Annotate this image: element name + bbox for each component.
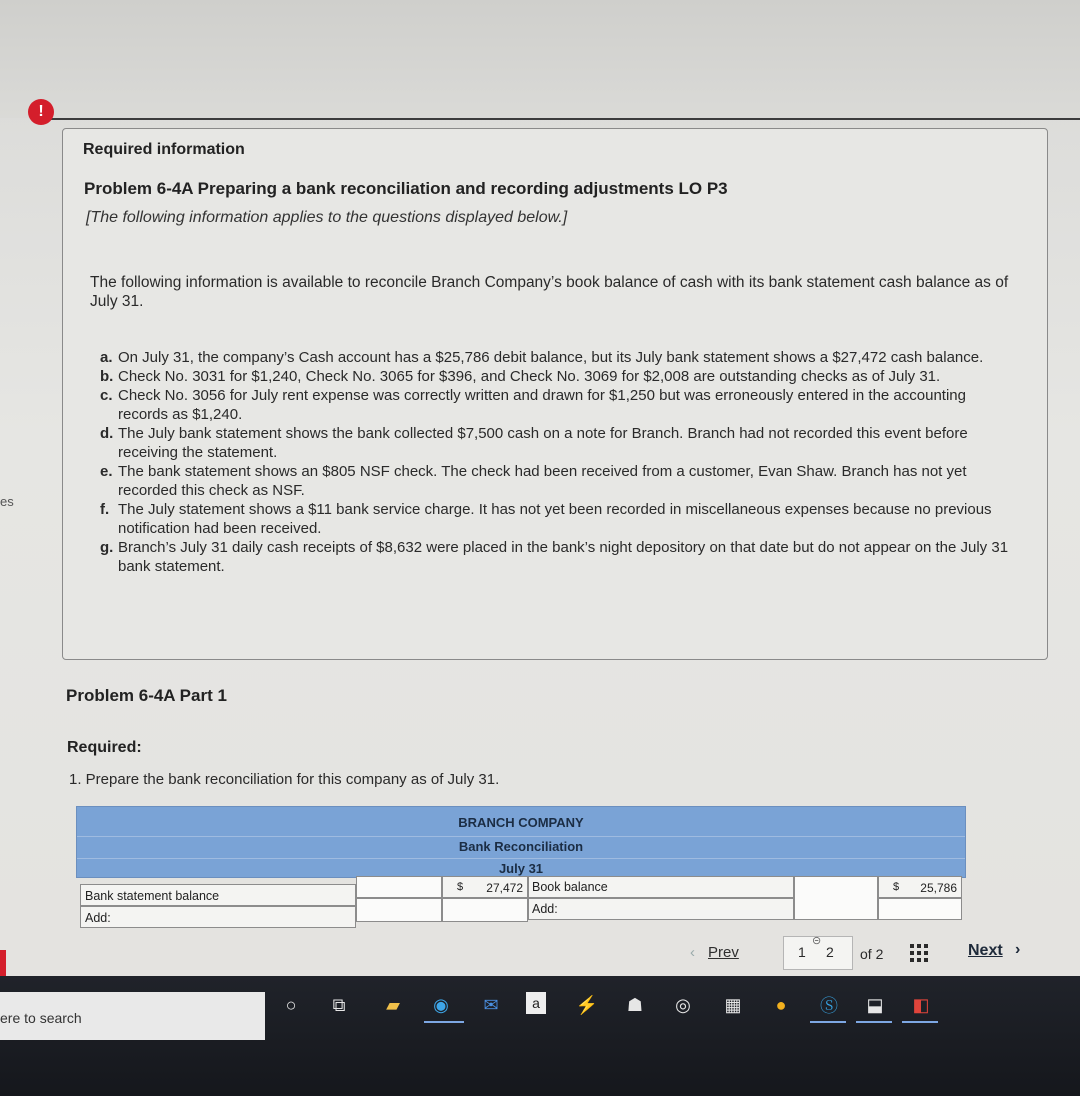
side-label: es: [0, 494, 14, 509]
list-item: b. Check No. 3031 for $1,240, Check No. 3065 for $396, and Check No. 3069 for $2,008 are outstanding checks as of July 31.: [100, 368, 941, 385]
reconciliation-date: July 31: [498, 861, 544, 876]
chevron-right-icon: ›: [1015, 941, 1021, 958]
prev-button[interactable]: Prev: [708, 944, 739, 961]
book-entry-input[interactable]: [794, 876, 878, 920]
next-button[interactable]: Next: [968, 942, 1003, 959]
required-information-heading: Required information: [83, 141, 245, 158]
list-item: a. On July 31, the company’s Cash account has a $25,786 debit balance, but its July bank statement shows a $27,472 cash balance.: [100, 349, 984, 366]
required-label: Required:: [67, 739, 142, 756]
list-item: g. Branch’s July 31 daily cash receipts of $8,632 were placed in the bank’s night depository on that date but do not appear on the July 31 bank statement.: [100, 539, 1009, 575]
header-divider: [77, 836, 965, 837]
cortana-circle-icon[interactable]: ○: [285, 994, 297, 1015]
book-balance-label: Book balance: [528, 876, 794, 898]
grid-icon[interactable]: [910, 944, 928, 962]
header-divider: [77, 858, 965, 859]
active-indicator: [856, 1021, 892, 1023]
amazon-icon[interactable]: a: [526, 992, 546, 1014]
bank-reconciliation-table: [76, 806, 966, 925]
list-item: e. The bank statement shows an $805 NSF check. The check had been received from a customer, Evan Shaw. Branch has not yet recorded this check as NSF.: [100, 463, 967, 499]
active-indicator: [902, 1021, 938, 1023]
book-add-total-input[interactable]: [878, 898, 962, 920]
page-1-button[interactable]: 1: [798, 944, 806, 960]
calculator-icon[interactable]: ▦: [724, 994, 742, 1015]
info-note: [The following information applies to the questions displayed below.]: [86, 209, 568, 226]
security-icon[interactable]: ☗: [626, 994, 644, 1015]
list-item: f. The July statement shows a $11 bank service charge. It has not yet been recorded in miscellaneous expenses because no previous notification had been received.: [100, 501, 992, 537]
bank-statement-balance-label: Bank statement balance: [80, 884, 356, 906]
active-indicator: [424, 1021, 464, 1023]
book-balance-cell: $ 25,786: [878, 876, 962, 898]
divider: [40, 118, 1080, 120]
chrome-icon[interactable]: ●: [775, 994, 787, 1015]
edge-icon[interactable]: ◉: [433, 994, 449, 1015]
camera-icon[interactable]: ◎: [675, 994, 691, 1015]
list-item: d. The July bank statement shows the bank collected $7,500 cash on a note for Branch. Branch had not recorded this event before receiving the statement.: [100, 425, 968, 461]
mail-icon[interactable]: ✉: [483, 994, 499, 1015]
bank-add-input[interactable]: [356, 898, 442, 922]
company-name: BRANCH COMPANY: [458, 815, 584, 830]
reconciliation-title: Bank Reconciliation: [458, 839, 584, 854]
skype-icon[interactable]: Ⓢ: [820, 996, 838, 1016]
alert-icon: !: [28, 99, 54, 125]
book-add-label: Add:: [528, 898, 794, 920]
book-balance-amount: 25,786: [920, 881, 957, 895]
bank-balance-cell: $ 27,472: [442, 876, 528, 898]
search-placeholder: ere to search: [0, 1010, 82, 1026]
bank-add-label: Add:: [80, 906, 356, 928]
problem-title: Problem 6-4A Preparing a bank reconciliation and recording adjustments LO P3: [84, 179, 728, 198]
bank-add-total-input[interactable]: [442, 898, 528, 922]
task-view-icon[interactable]: ⧉: [332, 994, 346, 1015]
browser-top-area: [0, 0, 1080, 118]
information-list: [100, 348, 1020, 576]
part-title: Problem 6-4A Part 1: [66, 686, 227, 705]
intro-text: The following information is available to reconcile Branch Company’s book balance of cash with its bank statement cash balance as of July 31.: [90, 274, 1009, 310]
active-indicator: [810, 1021, 846, 1023]
bank-balance-amount: 27,472: [486, 881, 523, 895]
bank-entry-input[interactable]: [356, 876, 442, 898]
page-total: of 2: [860, 946, 884, 962]
office-icon[interactable]: ◧: [912, 994, 930, 1015]
link-icon: ⊝: [812, 935, 822, 947]
required-instruction: 1. Prepare the bank reconciliation for this company as of July 31.: [69, 771, 500, 788]
page-2-button[interactable]: 2: [826, 944, 834, 960]
file-explorer-icon[interactable]: ▰: [386, 994, 400, 1015]
store-icon[interactable]: ⚡: [575, 994, 599, 1015]
app-icon[interactable]: ⬓: [866, 994, 884, 1015]
list-item: c. Check No. 3056 for July rent expense was correctly written and drawn for $1,250 but was erroneously entered in the accounting records as $1,240.: [100, 387, 966, 423]
reconciliation-header: [76, 806, 966, 878]
chevron-left-icon: ‹: [690, 944, 695, 961]
